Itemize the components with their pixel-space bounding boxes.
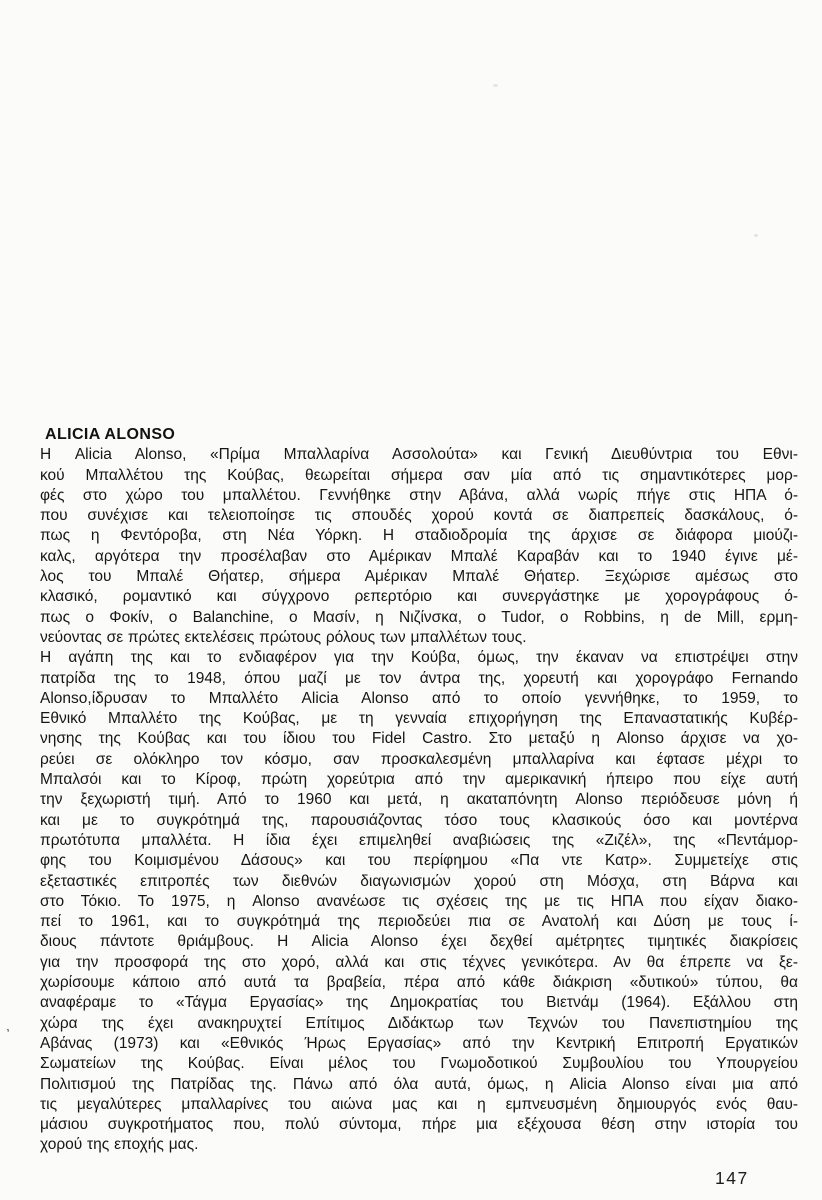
text-line: πρωτότυπα μπαλλέτα. Η ίδια έχει επιμεληθεί αναβιώσεις της «Ζιζέλ», της «Πεντάμορ- (40, 831, 798, 849)
text-line: κλασικό, ρομαντικό και σύγχρονο ρεπερτόριο και συνεργάστηκε με χορογράφους ό- (40, 588, 798, 606)
page-heading: ALICIA ALONSO (45, 426, 176, 443)
text-line: στο Τόκιο. Το 1975, η Alonso ανανέωσε τις σχέσεις της με τις ΗΠΑ που είχαν διακο- (40, 892, 798, 910)
margin-speck: ’ (5, 1025, 11, 1042)
text-line: που συνέχισε και τελειοποίησε τις σπουδές χορού κοντά σε διαπρεπείς δασκάλους, ό- (40, 507, 798, 525)
body-lines (40, 445, 798, 1155)
text-line: την ξεχωριστή τιμή. Από το 1960 και μετά, η ακαταπόνητη Alonso περιόδευσε μόνη ή (40, 791, 798, 809)
text-line: εξεταστικές επιτροπές των διεθνών διαγωνισμών χορού στη Μόσχα, στη Βάρνα και (40, 872, 798, 890)
text-line: πως η Φεντόροβα, στη Νέα Υόρκη. Η σταδιοδρομία της άρχισε σε διάφορα μιούζι- (40, 527, 798, 545)
text-line: χορού της εποχής μας. (40, 1136, 199, 1154)
text-line: Η Alicia Alonso, «Πρίμα Μπαλλαρίνα Ασσολούτα» και Γενική Διευθύντρια του Εθνι- (40, 446, 798, 464)
text-line: για την προσφορά της στο χορό, αλλά και στις τέχνες γενικότερα. Αν θα έπρεπε να ξε- (40, 953, 798, 971)
text-line: μάσιου συγκροτήματος που, πολύ σύντομα, πήρε μια εξέχουσα θέση στην ιστορία του (40, 1116, 798, 1134)
text-line: φές στο χώρο του μπαλλέτου. Γεννήθηκε στην Αβάνα, αλλά νωρίς πήγε στις ΗΠΑ ό- (40, 486, 798, 504)
scan-speck (754, 234, 758, 237)
text-line: καλς, αργότερα την προσέλαβαν στο Αμέρικαν Μπαλέ Καραβάν και το 1940 έγινε μέ- (40, 547, 798, 565)
text-line: Εθνικό Μπαλλέτο της Κούβας, με τη γενναία επιχορήγηση της Επαναστατικής Κυβέρ- (40, 710, 798, 728)
text-line: ρεύει σε ολόκληρο τον κόσμο, σαν προσκαλεσμένη μπαλλαρίνα και έφτασε μέχρι το (40, 750, 798, 768)
text-line: αναφέραμε το «Τάγμα Εργασίας» της Δημοκρατίας του Βιετνάμ (1964). Εξάλλου στη (40, 994, 798, 1012)
text-line: νησης της Κούβας και του ίδιου του Fidel Castro. Στο μεταξύ η Alonso άρχισε να χο- (40, 730, 798, 748)
text-line: Alonso,ίδρυσαν το Μπαλλέτο Alicia Alonso από το οποίο γεννήθηκε, το 1959, το (40, 689, 798, 707)
text-line: χωρίσουμε κάποιο από αυτά τα βραβεία, πέρα από κάθε διάκριση «δυτικού» τύπου, θα (40, 974, 798, 992)
text-line: πως ο Φοκίν, ο Balanchine, ο Μασίν, η Νιζίνσκα, ο Tudor, ο Robbins, η de Mill, ερμη- (40, 608, 798, 626)
text-line: πατρίδα της το 1948, όπου μαζί με τον άντρα της, χορευτή και χορογράφο Fernando (40, 669, 798, 687)
text-line: νεύοντας σε πρώτες εκτελέσεις πρώτους ρόλους των μπαλλέτων τους. (40, 628, 527, 646)
text-line: Αβάνας (1973) και «Εθνικός Ήρως Εργασίας» από την Κεντρική Επιτροπή Εργατικών (40, 1034, 798, 1052)
text-line: τις μεγαλύτερες μπαλλαρίνες του αιώνα μας και η εμπνευσμένη δημιουργός ενός θαυ- (40, 1095, 798, 1113)
text-line: φης του Κοιμισμένου Δάσους» και του περίφημου «Πα ντε Κατρ». Συμμετείχε στις (40, 852, 798, 870)
article-text (40, 425, 798, 1156)
text-line: Σωματείων της Κούβας. Είναι μέλος του Γνωμοδοτικού Συμβουλίου του Υπουργείου (40, 1055, 798, 1073)
scan-speck (493, 84, 498, 87)
text-line: Η αγάπη της και το ενδιαφέρον για την Κούβα, όμως, την έκαναν να επιστρέψει στην (40, 649, 798, 667)
text-line: Πολιτισμού της Πατρίδας της. Πάνω από όλα αυτά, όμως, η Alicia Alonso είναι μια από (40, 1075, 798, 1093)
text-line: πεί το 1961, και το συγκρότημά της περιοδεύει πια σε Ανατολή και Δύση με τους ί- (40, 913, 798, 931)
text-line: κού Μπαλλέτου της Κούβας, θεωρείται σήμερα σαν μία από τις σημαντικότερες μορ- (40, 466, 798, 484)
text-line: και με το συγκρότημά της, παρουσιάζοντας τόσο τους κλασικούς όσο και μοντέρνα (40, 811, 798, 829)
text-line: Μπαλσόι και το Κίροφ, πρώτη χορεύτρια από την αμερικανική ήπειρο που είχε αυτή (40, 771, 798, 789)
page-number: 147 (715, 1168, 749, 1188)
text-line: χώρα της έχει ανακηρυχτεί Επίτιμος Διδάκτωρ των Τεχνών του Πανεπιστημίου της (40, 1014, 798, 1032)
text-line: διους πάντοτε θριάμβους. Η Alicia Alonso έχει δεχθεί αμέτρητες τιμητικές διακρίσεις (40, 933, 798, 951)
text-line: λος του Μπαλέ Θήατερ, σήμερα Αμέρικαν Μπαλέ Θήατερ. Ξεχώρισε αμέσως στο (40, 568, 798, 586)
